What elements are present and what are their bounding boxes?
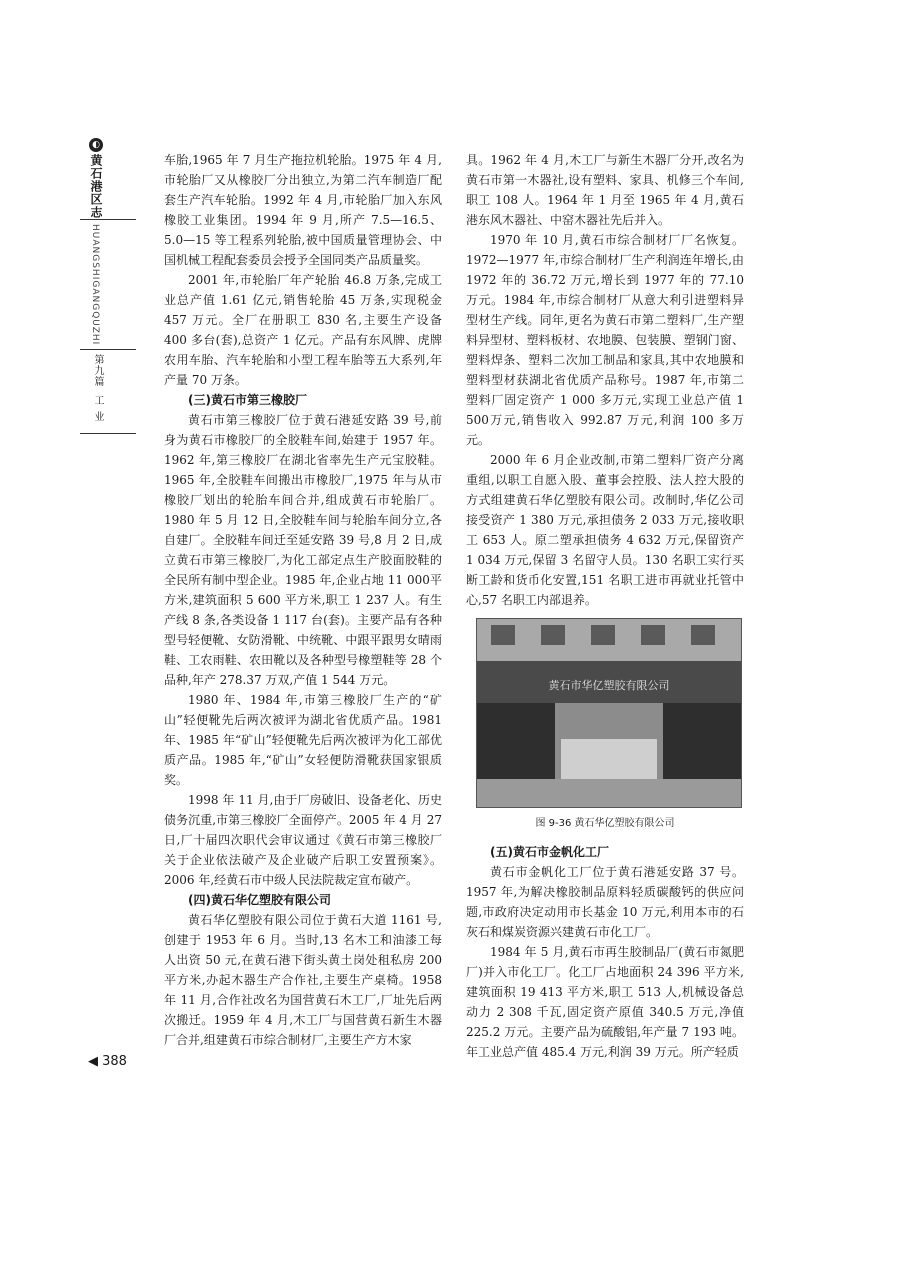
book-title: 黄石港区志 — [89, 154, 103, 219]
divider — [80, 219, 136, 220]
paragraph: 车胎,1965 年 7 月生产拖拉机轮胎。1975 年 4 月,市轮胎厂又从橡胶厂分出独立,为第二汽车制造厂配套生产汽车轮胎。1992 年 4 月,市轮胎厂加入东风橡胶工业集团。1994 年 9 月,所产 7.5—16.5、5.0—15 等工程系列轮胎,被中国质量管理协会、中国机械工程配套委员会授予全国同类产品质量奖。 — [164, 153, 442, 267]
section-heading: (三)黄石市第三橡胶厂 — [188, 393, 307, 407]
paragraph: 具。1962 年 4 月,木工厂与新生木器厂分开,改名为黄石市第一木器社,设有塑料、家具、机修三个车间,职工 108 人。1964 年 1 月至 1965 年 4 月,黄石港东风木器社、中窑木器社先后并入。 — [466, 153, 744, 227]
left-column — [164, 150, 442, 1050]
paragraph: 黄石市第三橡胶厂位于黄石港延安路 39 号,前身为黄石市橡胶厂的全胶鞋车间,始建于 1957 年。1962 年,第三橡胶厂在湖北省率先生产元宝胶鞋。1965 年,全胶鞋车间搬出市橡胶厂,1975 年与从市橡胶厂划出的轮胎车间合并,组成黄石市轮胎厂。1980 年 5 月 12 日,全胶鞋车间与轮胎车间分立,各自建厂。全胶鞋车间迁至延安路 39 号,8 月 2 日,成立黄石市第三橡胶厂,为化工部定点生产胶面胶鞋的全民所有制中型企业。1985 年,企业占地 11 000平方米,建筑面积 5 600 平方米,职工 1 237 人。有生产线 8 条,各类设备 1 117 台(套)。主要产品有各种型号轻便靴、女防滑靴、中统靴、中跟平跟男女晴雨鞋、工农雨鞋、农田靴以及各种型号橡塑鞋等 28 个品种,年产 278.37 万双,产值 1 544 万元。 — [164, 413, 442, 687]
book-pinyin: HUANGSHIGANGQUZHI — [90, 224, 100, 346]
paragraph: 2000 年 6 月企业改制,市第二塑料厂资产分离重组,以职工自愿入股、董事会控股、法人控大股的方式组建黄石华亿塑胶有限公司。改制时,华亿公司接受资产 1 380 万元,承担债务 2 033 万元,接收职工 653 人。原二塑承担债务 4 632 万元,保留资产 1 034 万元,保留 3 名留守人员。130 名职工实行买断工龄和货币化安置,151 名职工进市再就业托管中心,57 名职工内部退养。 — [466, 453, 744, 607]
page-number: ◀ 388 — [88, 1054, 127, 1069]
section-label: 工业 — [92, 395, 103, 428]
paragraph: 2001 年,市轮胎厂年产轮胎 46.8 万条,完成工业总产值 1.61 亿元,销售轮胎 45 万条,实现税金 457 万元。全厂在册职工 830 名,主要生产设备 400 多台(套),总资产 1 亿元。产品有东风牌、虎牌农用车胎、汽车轮胎和小型工程车胎等五大系列,年产量 70 万条。 — [164, 273, 442, 387]
company-photo — [476, 618, 742, 808]
section-heading: (四)黄石华亿塑胶有限公司 — [188, 893, 331, 907]
paragraph: 1980 年、1984 年,市第三橡胶厂生产的“矿山”轻便靴先后两次被评为湖北省优质产品。1981 年、1985 年“矿山”轻便靴先后两次被评为化工部优质产品。1985 年,“矿山”女轻便防滑靴获国家银质奖。 — [164, 693, 442, 787]
divider — [80, 349, 136, 350]
paragraph: 1998 年 11 月,由于厂房破旧、设备老化、历史债务沉重,市第三橡胶厂全面停产。2005 年 4 月 27 日,厂十届四次职代会审议通过《黄石市第三橡胶厂关于企业依法破产及企业破产后职工安置预案》。2006 年,经黄石市中级人民法院裁定宣布破产。 — [164, 793, 442, 887]
paragraph: 黄石华亿塑胶有限公司位于黄石大道 1161 号,创建于 1953 年 6 月。当时,13 名木工和油漆工每人出资 50 元,在黄石港下街头黄土岗处租私房 200 平方米,办起木器生产合作社,主要生产桌椅。1958 年 11 月,合作社改名为国营黄石木工厂,厂址先后两次搬迁。1959 年 4 月,木工厂与国营黄石新生木器厂合并,组建黄石市综合制材厂,主要生产方木家 — [164, 913, 442, 1047]
divider — [80, 433, 136, 434]
section-heading: (五)黄石市金帆化工厂 — [490, 845, 609, 859]
paragraph: 黄石市金帆化工厂位于黄石港延安路 37 号。1957 年,为解决橡胶制品原料轻质碳酸钙的供应问题,市政府决定动用市长基金 10 万元,利用本市的石灰石和煤炭资源兴建黄石市化工厂。 — [466, 865, 744, 939]
gate-sign: 黄石市华亿塑胶有限公司 — [548, 679, 670, 692]
chapter-label: 第九篇 — [92, 354, 103, 388]
photo-caption: 图 9-36 黄石华亿塑胶有限公司 — [535, 818, 675, 829]
right-column — [466, 150, 744, 1062]
paragraph: 1970 年 10 月,黄石市综合制材厂厂名恢复。1972—1977 年,市综合制材厂生产利润连年增长,由 1972 年的 36.72 万元,增长到 1977 年的 77.10 万元。1984 年,市综合制材厂从意大利引进塑料异型材生产线。同年,更名为黄石市第二塑料厂,生产塑料异型材、塑料板材、农地膜、包装膜、塑钢门窗、塑料焊条、塑料二次加工制品和家具,其中农地膜和塑料型材获湖北省优质产品称号。1987 年,市第二塑料厂固定资产 1 000 多万元,实现工业总产值 1 500万元,销售收入 992.87 万元,利润 100 多万元。 — [466, 233, 744, 447]
book-logo-icon: ◐ — [89, 138, 103, 152]
paragraph: 1984 年 5 月,黄石市再生胶制品厂(黄石市氮肥厂)并入市化工厂。化工厂占地面积 24 396 平方米,建筑面积 19 413 平方米,职工 513 人,机械设备总动力 2 308 千瓦,固定资产原值 340.5 万元,净值 225.2 万元。主要产品为硫酸铝,年产量 7 193 吨。年工业总产值 485.4 万元,利润 39 万元。所产轻质 — [466, 945, 744, 1059]
side-margin — [84, 138, 136, 434]
